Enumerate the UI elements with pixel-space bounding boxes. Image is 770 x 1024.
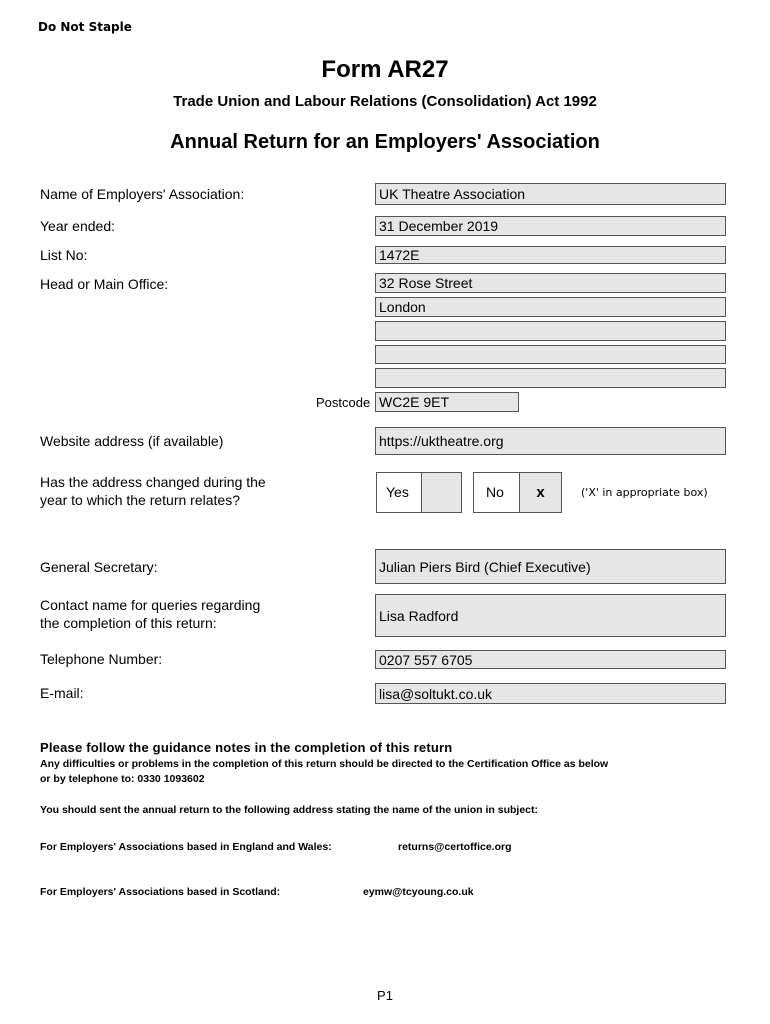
email-label: E-mail:	[40, 685, 84, 701]
staple-note: Do Not Staple	[38, 20, 132, 34]
guidance-heading: Please follow the guidance notes in the completion of this return	[40, 740, 453, 755]
association-name-label: Name of Employers' Association:	[40, 186, 245, 202]
no-checkbox[interactable]: x	[519, 473, 561, 512]
contact-label-line-2: the completion of this return:	[40, 615, 217, 631]
office-line-5-field[interactable]	[375, 368, 726, 388]
no-label: No	[486, 484, 504, 500]
general-secretary-field[interactable]: Julian Piers Bird (Chief Executive)	[375, 549, 726, 584]
page-subtitle: Annual Return for an Employers' Association	[170, 131, 600, 153]
telephone-label: Telephone Number:	[40, 651, 163, 667]
mark-hint: ('X' in appropriate box)	[581, 486, 708, 499]
page-number: P1	[377, 988, 393, 1003]
england-wales-label: For Employers' Associations based in England and Wales:	[40, 841, 332, 853]
act-title: Trade Union and Labour Relations (Consolidation) Act 1992	[173, 93, 597, 110]
postcode-field[interactable]: WC2E 9ET	[375, 392, 519, 412]
list-no-field[interactable]: 1472E	[375, 246, 726, 264]
scotland-label: For Employers' Associations based in Scotland:	[40, 886, 281, 898]
website-field[interactable]: https://uktheatre.org	[375, 427, 726, 455]
office-line-4-field[interactable]	[375, 345, 726, 364]
address-changed-label-line-2: year to which the return relates?	[40, 492, 240, 508]
head-office-label: Head or Main Office:	[40, 276, 169, 292]
year-ended-field[interactable]: 31 December 2019	[375, 216, 726, 236]
postcode-label: Postcode	[316, 395, 371, 410]
difficulties-note-line-2: or by telephone to: 0330 1093602	[40, 773, 205, 785]
general-secretary-label: General Secretary:	[40, 559, 158, 575]
no-option[interactable]	[473, 472, 562, 513]
email-field[interactable]: lisa@soltukt.co.uk	[375, 683, 726, 704]
form-title: Form AR27	[321, 56, 449, 83]
england-wales-email-link[interactable]: returns@certoffice.org	[398, 841, 512, 853]
send-note: You should sent the annual return to the following address stating the name of the union in subject:	[40, 804, 538, 816]
address-changed-label-line-1: Has the address changed during the	[40, 474, 266, 490]
yes-option[interactable]	[376, 472, 462, 513]
contact-name-field[interactable]: Lisa Radford	[375, 594, 726, 637]
office-line-1-field[interactable]: 32 Rose Street	[375, 273, 726, 293]
contact-label-line-1: Contact name for queries regarding	[40, 597, 261, 613]
list-no-label: List No:	[40, 247, 88, 263]
scotland-email-link[interactable]: eymw@tcyoung.co.uk	[363, 886, 474, 898]
yes-label: Yes	[386, 484, 409, 500]
association-name-field[interactable]: UK Theatre Association	[375, 183, 726, 205]
year-ended-label: Year ended:	[40, 218, 115, 234]
office-line-2-field[interactable]: London	[375, 297, 726, 317]
difficulties-note-line-1: Any difficulties or problems in the completion of this return should be directed to the Certification Office as below	[40, 758, 609, 770]
yes-checkbox[interactable]	[421, 473, 461, 512]
website-label: Website address (if available)	[40, 433, 224, 449]
telephone-field[interactable]: 0207 557 6705	[375, 650, 726, 669]
office-line-3-field[interactable]	[375, 321, 726, 341]
